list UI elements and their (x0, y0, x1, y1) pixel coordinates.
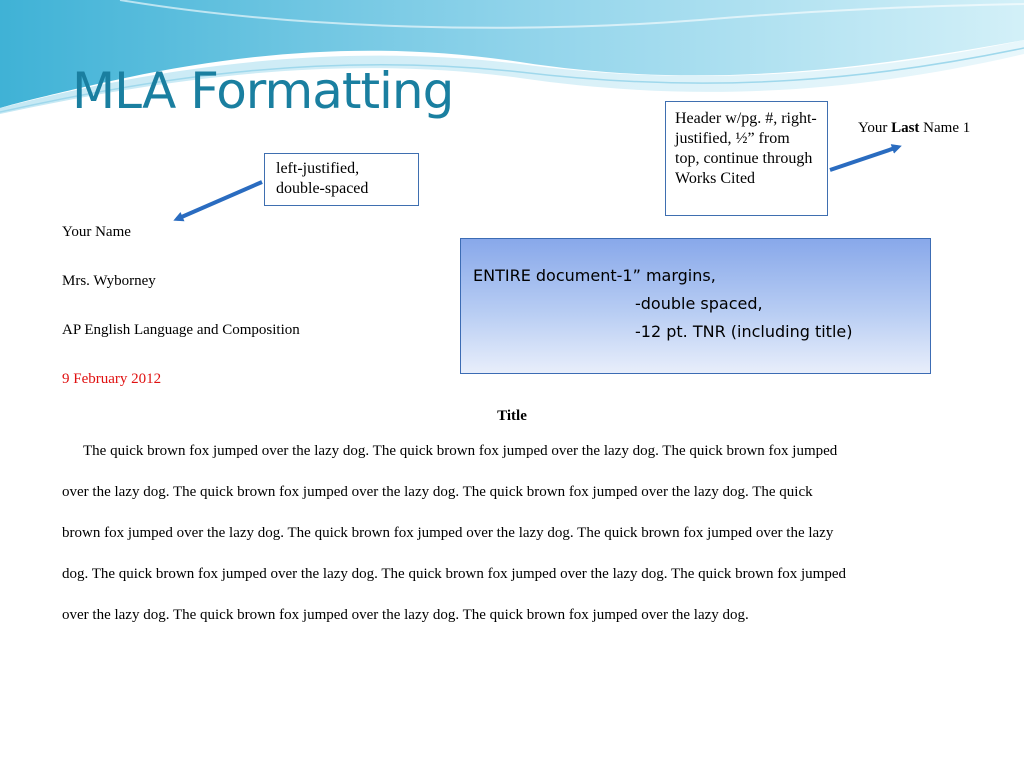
header-callout: Header w/pg. #, right-justified, ½” from top, continue through Works Cited (665, 101, 828, 216)
body-text-line: The quick brown fox jumped over the lazy dog. The quick brown fox jumped over the lazy dog. The quick brown fox jumped (83, 443, 838, 459)
body-text-line: over the lazy dog. The quick brown fox jumped over the lazy dog. The quick brown fox jumped over the lazy dog. The quick (62, 484, 813, 500)
body-text-line: over the lazy dog. The quick brown fox jumped over the lazy dog. The quick brown fox jumped over the lazy dog. (62, 607, 749, 623)
spacing-note-line: -double spaced, (635, 294, 763, 313)
slide-title: MLA Formatting (72, 62, 454, 120)
document-title: Title (497, 408, 527, 424)
heading-date: 9 February 2012 (62, 371, 162, 387)
heading-course: AP English Language and Composition (62, 322, 300, 338)
heading-teacher: Mrs. Wyborney (62, 273, 156, 289)
arrow-to-heading (177, 182, 262, 219)
font-note-line: -12 pt. TNR (including title) (635, 322, 853, 341)
margins-note-box (460, 238, 931, 374)
heading-student-name: Your Name (62, 224, 131, 240)
margins-note-line: ENTIRE document-1” margins, (473, 266, 716, 285)
body-text-line: dog. The quick brown fox jumped over the lazy dog. The quick brown fox jumped over the lazy dog. The quick brown fox jumped (62, 566, 846, 582)
arrow-to-header (830, 147, 898, 170)
body-text-line: brown fox jumped over the lazy dog. The quick brown fox jumped over the lazy dog. The quick brown fox jumped over the lazy (62, 525, 834, 541)
page-header (858, 120, 970, 137)
header-prefix: Your (858, 120, 892, 136)
left-justified-callout: left-justified, double-spaced (264, 153, 419, 206)
header-last: Last (891, 120, 920, 136)
header-suffix: Name 1 (919, 120, 971, 136)
